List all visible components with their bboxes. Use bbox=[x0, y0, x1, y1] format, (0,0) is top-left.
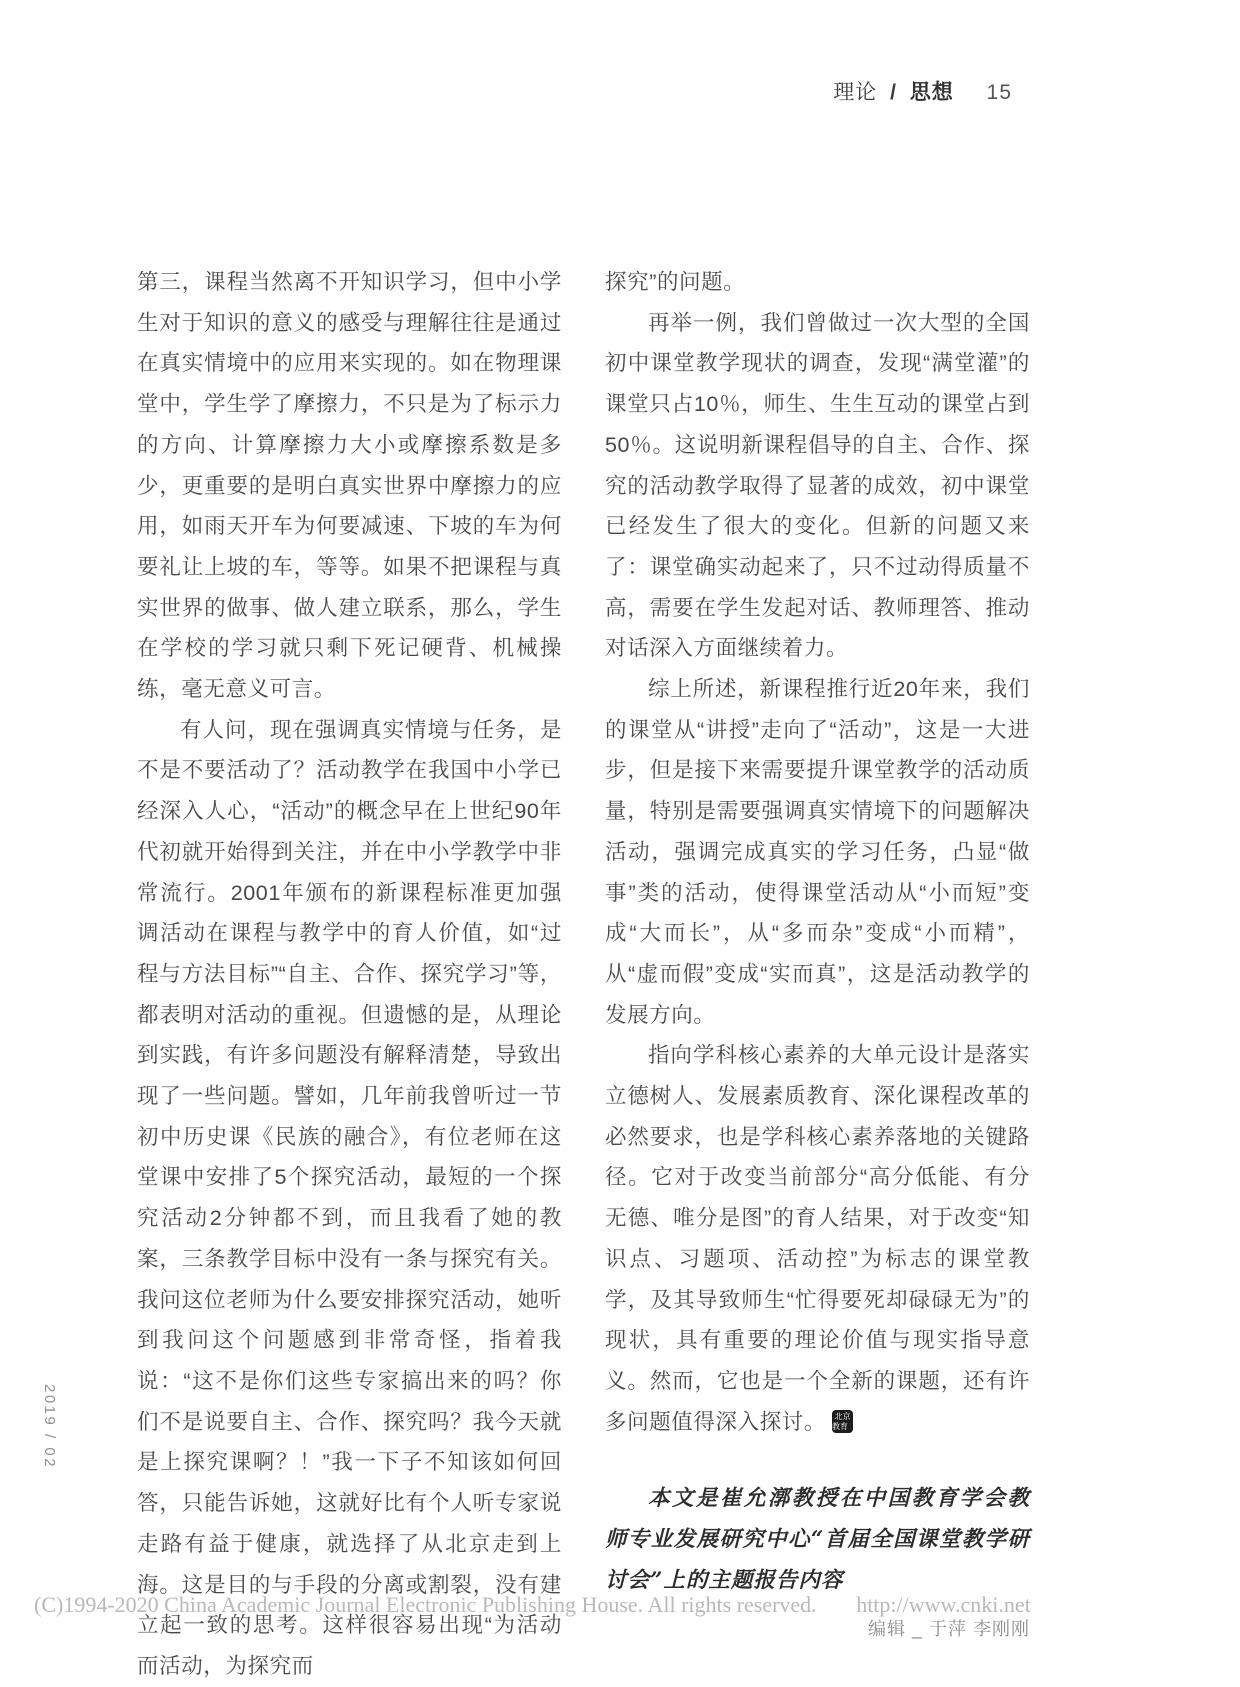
right-column bbox=[605, 262, 1030, 1687]
page-header bbox=[833, 76, 1012, 106]
issue-label: 2019 / 02 bbox=[41, 1384, 58, 1470]
left-column bbox=[137, 262, 562, 1687]
section-name: 理论 bbox=[833, 81, 878, 104]
paragraph: 综上所述，新课程推行近20年来，我们的课堂从“讲授”走向了“活动”，这是一大进步，但是接下来需要提升课堂教学的活动质量，特别是需要强调真实情境下的问题解决活动，强调完成真实的学习任务，凸显“做事”类的活动，使得课堂活动从“小而短”变成“大而长”，从“多而杂”变成“小而精”，从“虚而假”变成“实而真”，这是活动教学的发展方向。 bbox=[605, 677, 1030, 1027]
page-number: 15 bbox=[986, 81, 1012, 104]
paragraph: 探究”的问题。 bbox=[605, 270, 746, 294]
paragraph: 有人问，现在强调真实情境与任务，是不是不要活动了？活动教学在我国中小学已经深入人心，“活动”的概念早在上世纪90年代初就开始得到关注，并在中小学教学中非常流行。2001年颁布的新课程标准更加强调活动在课程与教学中的育人价值，如“过程与方法目标”“自主、合作、探究学习”等，都表明对活动的重视。但遗憾的是，从理论到实践，有许多问题没有解释清楚，导致出现了一些问题。譬如，几年前我曾听过一节初中历史课《民族的融合》，有位老师在这堂课中安排了5个探究活动，最短的一个探究活动2分钟都不到，而且我看了她的教案，三条教学目标中没有一条与探究有关。我问这位老师为什么要安排探究活动，她听到我问这个问题感到非常奇怪，指着我说：“这不是你们这些专家搞出来的吗？你们不是说要自主、合作、探究吗？我今天就是上探究课啊？！”我一下子不知该如何回答，只能告诉她，这就好比有个人听专家说走路有益于健康，就选择了从北京走到上海。这是目的与手段的分离或割裂，没有建立起一致的思考。这样很容易出现“为活动而活动，为探究而 bbox=[137, 717, 562, 1678]
cnki-url: http://www.cnki.net bbox=[856, 1592, 1031, 1617]
subsection-name: 思想 bbox=[909, 81, 954, 104]
paragraph: 再举一例，我们曾做过一次大型的全国初中课堂教学现状的调查，发现“满堂灌”的课堂只占10％，师生、生生互动的课堂占到50％。这说明新课程倡导的自主、合作、探究的活动教学取得了显著的成效，初中课堂已经发生了很大的变化。但新的问题又来了：课堂确实动起来了，只不过动得质量不高，需要在学生发起对话、教师理答、推动对话深入方面继续着力。 bbox=[605, 310, 1030, 661]
journal-seal-icon: 北京教育 bbox=[832, 1410, 853, 1433]
copyright-text: (C)1994-2020 China Academic Journal Electronic Publishing House. All rights reserved. bbox=[34, 1592, 817, 1617]
source-note: 本文是崔允漷教授在中国教育学会教师专业发展研究中心“首届全国课堂教学研讨会”上的主题报告内容 bbox=[605, 1486, 1030, 1594]
article-body bbox=[137, 262, 1031, 1687]
section-separator: / bbox=[890, 81, 897, 104]
editor-credit: 编辑 _ 于萍 李刚刚 bbox=[867, 1619, 1030, 1640]
copyright-footer bbox=[34, 1592, 1214, 1618]
paragraph: 第三，课程当然离不开知识学习，但中小学生对于知识的意义的感受与理解往往是通过在真实情境中的应用来实现的。如在物理课堂中，学生学了摩擦力，不只是为了标示力的方向、计算摩擦力大小或摩擦系数是多少，更重要的是明白真实世界中摩擦力的应用，如雨天开车为何要减速、下坡的车为何要礼让上坡的车，等等。如果不把课程与真实世界的做事、做人建立联系，那么，学生在学校的学习就只剩下死记硬背、机械操练，毫无意义可言。 bbox=[137, 270, 562, 702]
paragraph: 指向学科核心素养的大单元设计是落实立德树人、发展素质教育、深化课程改革的必然要求，也是学科核心素养落地的关键路径。它对于改变当前部分“高分低能、有分无德、唯分是图”的育人结果，对于改变“知识点、习题项、活动控”为标志的课堂教学，及其导致师生“忙得要死却碌碌无为”的现状，具有重要的理论价值与现实指导意义。然而，它也是一个全新的课题，还有许多问题值得深入探讨。 北京教育 bbox=[605, 1043, 1030, 1434]
